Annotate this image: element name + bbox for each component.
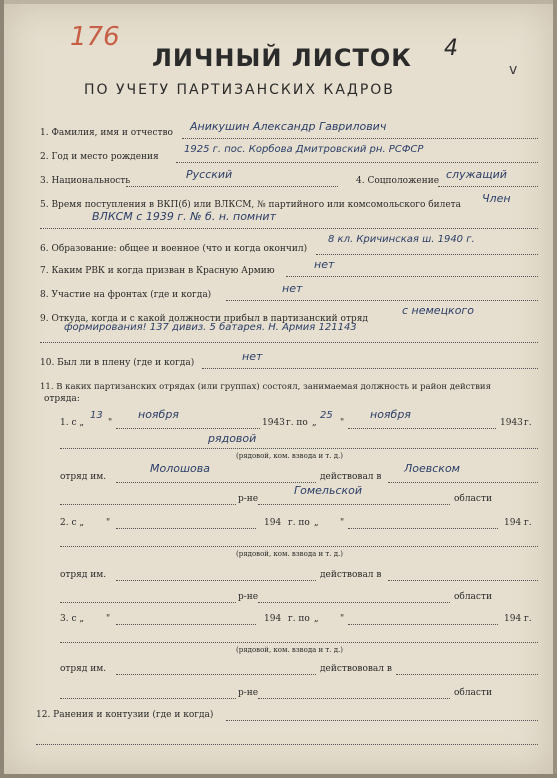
check-mark-icon: v bbox=[509, 62, 518, 78]
field-2-label: 2. Год и место рождения bbox=[40, 152, 159, 162]
field-10-value: нет bbox=[242, 350, 263, 363]
entry-1-acted-place: Лоевском bbox=[404, 462, 460, 475]
field-5-label: 5. Время поступления в ВКП(б) или ВЛКСМ, № партийного или комсомольского билета bbox=[40, 200, 462, 210]
field-7-label: 7. Каким РВК и когда призван в Красную Армию bbox=[40, 266, 275, 276]
entry-1-day-to: 25 bbox=[320, 410, 333, 421]
field-4-value: служащий bbox=[446, 168, 507, 181]
page-title: ЛИЧНЫЙ ЛИСТОК bbox=[152, 44, 412, 72]
entry-1-prefix: 1. с „ bbox=[60, 418, 85, 428]
page-subtitle: ПО УЧЕТУ ПАРТИЗАНСКИХ КАДРОВ bbox=[84, 82, 395, 98]
entry-1-month-from: ноября bbox=[138, 408, 179, 421]
field-9-label: 9. Откуда, когда и с какой должности прибыл в партизанский отряд bbox=[40, 314, 368, 324]
entry-1-day-from: 13 bbox=[90, 410, 103, 421]
field-2-value: 1925 г. пос. Корбова Дмитровский рн. РСФСР bbox=[184, 144, 424, 155]
field-7-value: нет bbox=[314, 258, 335, 271]
entry-1-detachment: Молошова bbox=[150, 462, 211, 475]
field-9-value-b: формирования! 137 дивиз. 5 батарея. Н. Армия 121143 bbox=[64, 322, 357, 333]
entry-1-rank: рядовой bbox=[208, 432, 257, 445]
field-11-label-cont: отряда: bbox=[44, 394, 80, 404]
entry-3-prefix: 3. с „ bbox=[60, 614, 85, 624]
field-6-label: 6. Образование: общее и военное (что и когда окончил) bbox=[40, 244, 308, 254]
field-5-value-b: ВЛКСМ с 1939 г. № б. н. помнит bbox=[92, 210, 276, 223]
field-8-value: нет bbox=[282, 282, 303, 295]
entry-2-prefix: 2. с „ bbox=[60, 518, 85, 528]
field-4-label: 4. Соцположение bbox=[356, 176, 440, 186]
archive-number: 176 bbox=[70, 22, 120, 52]
field-3-label: 3. Национальность bbox=[40, 176, 131, 186]
entry-1-month-to: ноября bbox=[370, 408, 411, 421]
field-1-value: Аникушин Александр Гаврилович bbox=[190, 120, 387, 133]
field-1-label: 1. Фамилия, имя и отчество bbox=[40, 128, 173, 138]
entry-1-district: Гомельской bbox=[294, 484, 363, 497]
field-5-value-a: Член bbox=[482, 192, 511, 205]
document-sheet: 176 ЛИЧНЫЙ ЛИСТОК 4 v ПО УЧЕТУ ПАРТИЗАНСКИХ КАДРОВ 1. Фамилия, имя и отчество Аникушин Александр Гаврилович 2. Год и место рождения 1925 г. пос. Корбова Дмитровский рн. РСФСР 3. Национальность Русский 4. Соцположение служащий 5. Время поступления в ВКП(б) или ВЛКСМ, № партийного или комсомольского билета Член ВЛКСМ с 1939 г. № б. н. помнит 6. Образование: общее и военное (что и когда окончил) 8 кл. Кричинская ш. 1940 г. 7. Каким РВК и когда призван в Красную Армию нет 8. Участие на фронтах (где и когда) нет 9. Откуда, когда и с какой должности прибыл в партизанский отряд с немецкого формирования! 137 дивиз. 5 батарея. Н. Армия 121143 10. Был ли в плену (где и когда) нет 11. В каких партизанских отрядах (или группах) состоял, занимаемая должность и район действия отряда: 1. с „ 13 " ноября 1943 г. по „ 25 " ноября 1943 г. рядовой (рядовой, ком. взвода и т. д.) отряд им. Молошова действовал в Лоевском р-не Гомельской области 2. с „ " 194 г. по „ " 194 г. (рядовой, ком. взвода и т. д.) отряд им. действовал в р-не области 3. с „ " 194 г. по „ " 194 г. (рядовой, ком. взвода и т. д.) отряд им. действововал в р-не области 12. Ранения и контузии (где и когда) bbox=[4, 4, 553, 774]
sheet-number: 4 bbox=[444, 36, 458, 61]
field-8-label: 8. Участие на фронтах (где и когда) bbox=[40, 290, 212, 300]
field-12-label: 12. Ранения и контузии (где и когда) bbox=[36, 710, 214, 720]
field-3-value: Русский bbox=[186, 168, 233, 181]
field-11-label: 11. В каких партизанских отрядах (или группах) состоял, занимаемая должность и район действия bbox=[40, 382, 491, 392]
field-10-label: 10. Был ли в плену (где и когда) bbox=[40, 358, 195, 368]
field-6-value: 8 кл. Кричинская ш. 1940 г. bbox=[328, 234, 475, 245]
field-9-value-a: с немецкого bbox=[402, 304, 474, 317]
